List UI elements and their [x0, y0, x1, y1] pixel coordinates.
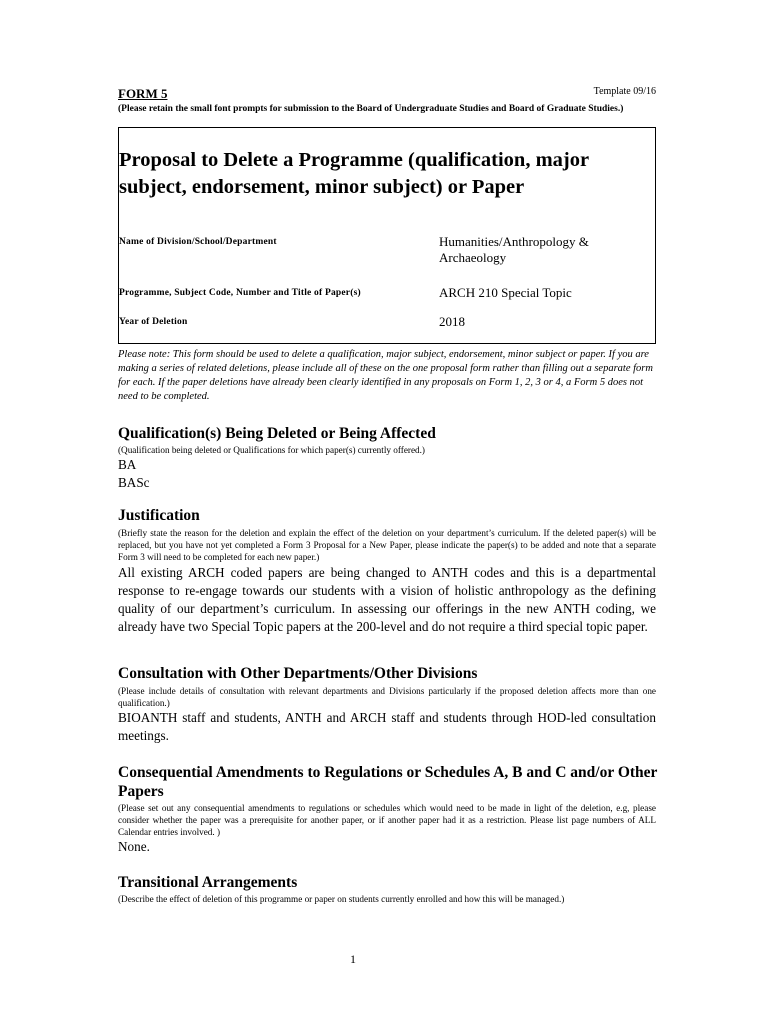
- amendments-heading: Consequential Amendments to Regulations or Schedules A, B and C and/or Other Papers: [118, 764, 658, 800]
- transitional-prompt: (Describe the effect of deletion of this programme or paper on students currently enrolled and how this will be managed.): [118, 894, 565, 904]
- usage-note: Please note: This form should be used to delete a qualification, major subject, endorsement, minor subject or paper. If you are making a series of related deletions, please include all of these on the one proposal form rather than filling out a separate form for each. If the paper deletions have already been clearly identified in any proposals on Form 1, 2, 3 or 4, a Form 5 does not need to be completed.: [118, 349, 653, 402]
- qualification-item: BA: [118, 457, 137, 472]
- year-value: 2018: [439, 314, 465, 329]
- amendments-prompt: (Please set out any consequential amendments to regulations or schedules which would need to be made in light of the deletion, e.g, please consider whether the paper was a prerequisite for another paper, or if another paper had it as a restriction. Please list page numbers of ALL Calendar entries involved. ): [118, 803, 656, 837]
- qualifications-prompt: (Qualification being deleted or Qualifications for which paper(s) currently offered.): [118, 445, 425, 455]
- consultation-answer: BIOANTH staff and students, ANTH and ARCH staff and students through HOD-led consultation meetings.: [118, 710, 656, 743]
- form-number: FORM 5: [118, 86, 168, 101]
- transitional-heading: Transitional Arrangements: [118, 874, 298, 891]
- programme-value: ARCH 210 Special Topic: [439, 285, 572, 300]
- consultation-prompt: (Please include details of consultation with relevant departments and Divisions particularly if the proposed deletion affects more than one qualification.): [118, 686, 656, 708]
- document-title: Proposal to Delete a Programme (qualification, major subject, endorsement, minor subject) or Paper: [119, 149, 589, 198]
- template-version: Template 09/16: [593, 86, 656, 97]
- justification-prompt: (Briefly state the reason for the deletion and explain the effect of the deletion on your department’s curriculum. If the deleted paper(s) will be replaced, but you have not yet completed a Form 3 Proposal for a New Paper, please indicate the paper(s) to be added and note that a separate Form 3 will need to be completed for each new paper.): [118, 528, 656, 562]
- qualifications-heading: Qualification(s) Being Deleted or Being Affected: [118, 425, 436, 442]
- retain-prompts-note: (Please retain the small font prompts for submission to the Board of Undergraduate Studies and Board of Graduate Studies.): [118, 104, 624, 114]
- programme-label: Programme, Subject Code, Number and Title of Paper(s): [119, 288, 361, 298]
- justification-heading: Justification: [118, 507, 200, 524]
- year-label: Year of Deletion: [119, 317, 188, 327]
- division-label: Name of Division/School/Department: [119, 237, 277, 247]
- qualification-item: BASc: [118, 475, 150, 490]
- qualifications-answer: [118, 456, 656, 492]
- form-header: [118, 86, 656, 102]
- division-value: Humanities/Anthropology & Archaeology: [439, 234, 589, 265]
- proposal-details-box: [118, 127, 656, 344]
- justification-answer: All existing ARCH coded papers are being changed to ANTH codes and this is a departmental response to re-engage towards our students with a vision of holistic anthropology as the defining quality of our department’s curriculum. In assessing our offerings in the new ANTH coding, we already have two Special Topic papers at the 200-level and do not require a third special topic paper.: [118, 565, 656, 634]
- consultation-heading: Consultation with Other Departments/Other Divisions: [118, 665, 478, 682]
- page-number: 1: [350, 952, 356, 966]
- amendments-answer: None.: [118, 839, 150, 854]
